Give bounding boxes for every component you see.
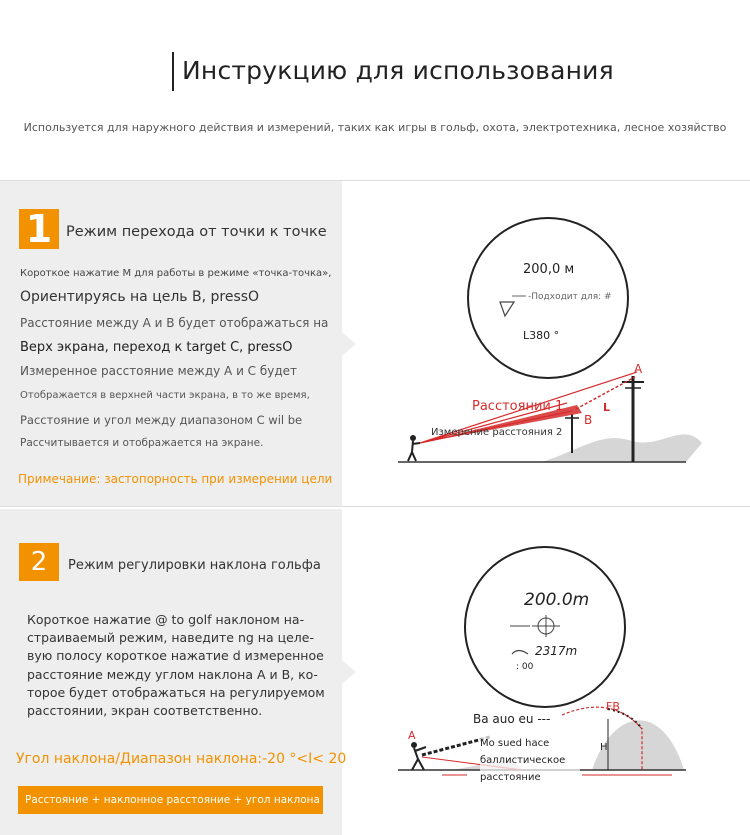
section1-line: Отображается в верхней части экрана, в то же время, <box>20 390 310 401</box>
section1-diagram <box>342 181 750 506</box>
section1-line: Расстояние и угол между диапазоном C wil be <box>20 413 303 427</box>
section1-note: Примечание: застопорность при измерении цели <box>18 472 333 486</box>
display-angle: L380 ° <box>523 329 560 342</box>
section2-description: Короткое нажатие @ to golf наклоном на-страиваемый режим, наведите ng на целе-вую полосу короткое нажатие d измеренное расстояние между углом наклона A и B, ко-торое будет отображаться на регулируемом расстоянии, экран соответственно. <box>27 612 325 719</box>
hill <box>542 434 702 462</box>
page-subtitle: Используется для наружного действия и измерений, таких как игры в гольф, охота, электротехника, лесное хозяйство <box>23 121 727 134</box>
section1-line: Короткое нажатие M для работы в режиме «точка-точка», <box>20 268 332 279</box>
section2-diagram <box>342 509 750 835</box>
section1-line: Верх экрана, переход к target C, pressO <box>20 340 293 355</box>
page-title <box>172 52 624 91</box>
point-a-label: A <box>408 729 416 742</box>
display-slope: 2317m <box>535 644 578 658</box>
page-title-text: Инструкцию для использования <box>182 56 614 85</box>
section2-formula-bar: Расстояние + наклонное расстояние + угол наклона <box>18 786 323 814</box>
section1-title: Режим перехода от точки к точке <box>66 224 327 240</box>
section1-line: Ориентируясь на цель B, pressO <box>20 289 260 305</box>
section2-number: 2 <box>19 543 59 581</box>
point-b-label: B <box>584 413 593 427</box>
display-distance: 200.0m <box>524 590 590 610</box>
display-circle <box>465 547 625 707</box>
distance2-label: Измерение расстояния 2 <box>431 427 563 438</box>
person-body <box>408 441 420 461</box>
divider <box>0 506 750 507</box>
point-l-label: L <box>603 401 611 414</box>
person-icon <box>410 435 416 441</box>
ballistic-label: Mo sued hace баллистическое расстояние <box>480 735 580 786</box>
display-hint: -Подходит для: # <box>528 292 612 302</box>
section1-line: Рассчитывается и отображается на экране. <box>20 437 264 449</box>
label-top: Ba auo eu --- <box>473 712 551 726</box>
section2-angle-range: Угол наклона/Диапазон наклона:-20 °<I< 20 <box>16 751 347 767</box>
golfer-icon <box>411 742 417 748</box>
section2-title: Режим регулировки наклона гольфа <box>68 558 321 573</box>
display-distance: 200,0 м <box>523 262 575 277</box>
label-fb: FB <box>606 700 620 713</box>
golfer-body <box>412 747 426 770</box>
display-small: : 00 <box>516 662 534 672</box>
page-header <box>0 0 750 180</box>
distance1-label: Расстоянии 1 <box>472 399 564 414</box>
label-h: H <box>600 742 608 753</box>
section1-line: Расстояние между A и B будет отображаться на <box>20 316 329 330</box>
section1-line: Измеренное расстояние между A и C будет <box>20 364 298 378</box>
section1-number: 1 <box>19 209 59 249</box>
ballistic-label-box <box>480 735 580 791</box>
point-a-label: A <box>634 362 643 376</box>
